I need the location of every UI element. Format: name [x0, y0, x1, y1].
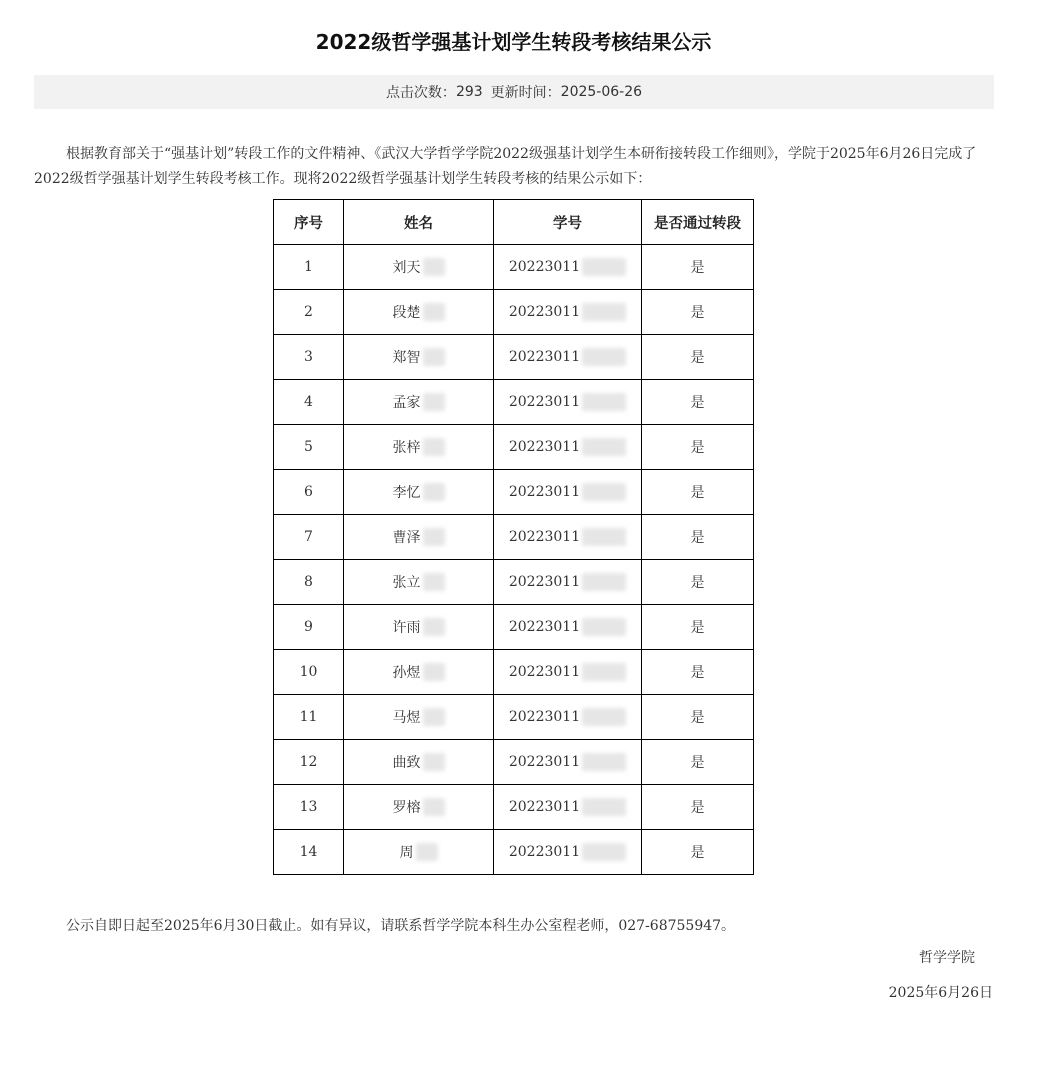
row-student-id-cell	[494, 470, 642, 515]
row-serial: 11	[274, 695, 344, 740]
results-table	[273, 199, 754, 875]
redacted-id-mask	[582, 528, 626, 546]
row-serial: 5	[274, 425, 344, 470]
row-passed: 是	[642, 335, 754, 380]
row-name: 罗榕	[392, 800, 421, 816]
row-student-id: 20223011	[508, 709, 581, 725]
redacted-id-mask	[582, 753, 626, 771]
redacted-name-mask	[423, 393, 445, 411]
table-row	[274, 605, 754, 650]
redacted-name-mask	[423, 258, 445, 276]
table-row	[274, 830, 754, 875]
redacted-name-mask	[416, 843, 438, 861]
row-name: 张梓	[392, 440, 421, 456]
row-student-id: 20223011	[508, 439, 581, 455]
redacted-name-mask	[423, 798, 445, 816]
row-passed: 是	[642, 380, 754, 425]
redacted-id-mask	[582, 708, 626, 726]
table-row	[274, 425, 754, 470]
row-student-id-cell	[494, 830, 642, 875]
row-serial: 14	[274, 830, 344, 875]
header-name: 姓名	[344, 200, 494, 245]
row-name-cell	[344, 695, 494, 740]
row-student-id: 20223011	[508, 754, 581, 770]
row-passed: 是	[642, 560, 754, 605]
redacted-id-mask	[582, 303, 626, 321]
row-serial: 9	[274, 605, 344, 650]
row-serial: 2	[274, 290, 344, 335]
row-name: 段楚	[392, 305, 421, 321]
row-student-id-cell	[494, 515, 642, 560]
row-name-cell	[344, 650, 494, 695]
row-passed: 是	[642, 425, 754, 470]
clicks-count: 293	[455, 84, 483, 100]
row-serial: 1	[274, 245, 344, 290]
header-student-id: 学号	[494, 200, 642, 245]
table-row	[274, 245, 754, 290]
redacted-id-mask	[582, 393, 626, 411]
redacted-name-mask	[423, 708, 445, 726]
row-serial: 4	[274, 380, 344, 425]
row-passed: 是	[642, 650, 754, 695]
redacted-id-mask	[582, 573, 626, 591]
row-name: 曹泽	[392, 530, 421, 546]
row-serial: 3	[274, 335, 344, 380]
table-header-row	[274, 200, 754, 245]
redacted-id-mask	[582, 438, 626, 456]
redacted-name-mask	[423, 303, 445, 321]
row-student-id-cell	[494, 740, 642, 785]
row-student-id-cell	[494, 425, 642, 470]
redacted-name-mask	[423, 438, 445, 456]
row-student-id: 20223011	[508, 304, 581, 320]
row-student-id: 20223011	[508, 619, 581, 635]
row-passed: 是	[642, 290, 754, 335]
row-serial: 6	[274, 470, 344, 515]
row-passed: 是	[642, 470, 754, 515]
row-name: 郑智	[392, 350, 421, 366]
table-row	[274, 470, 754, 515]
results-table-body	[274, 245, 754, 875]
row-student-id: 20223011	[508, 664, 581, 680]
row-student-id: 20223011	[508, 394, 581, 410]
redacted-name-mask	[423, 663, 445, 681]
page-title: 2022级哲学强基计划学生转段考核结果公示	[315, 30, 712, 54]
table-row	[274, 560, 754, 605]
row-student-id: 20223011	[508, 799, 581, 815]
redacted-id-mask	[582, 348, 626, 366]
redacted-name-mask	[423, 348, 445, 366]
table-row	[274, 740, 754, 785]
row-name: 李忆	[392, 485, 421, 501]
redacted-id-mask	[582, 258, 626, 276]
row-name-cell	[344, 605, 494, 650]
redacted-name-mask	[423, 483, 445, 501]
row-name-cell	[344, 560, 494, 605]
row-student-id-cell	[494, 290, 642, 335]
row-passed: 是	[642, 740, 754, 785]
signature-date: 2025年6月26日	[888, 985, 993, 1001]
row-name: 马煜	[392, 710, 421, 726]
row-name-cell	[344, 290, 494, 335]
row-student-id: 20223011	[508, 574, 581, 590]
redacted-id-mask	[582, 663, 626, 681]
row-serial: 8	[274, 560, 344, 605]
table-row	[274, 515, 754, 560]
redacted-name-mask	[423, 753, 445, 771]
updated-date: 2025-06-26	[560, 84, 643, 100]
row-name: 张立	[392, 575, 421, 591]
meta-info-bar	[34, 75, 994, 109]
row-passed: 是	[642, 830, 754, 875]
row-student-id-cell	[494, 380, 642, 425]
row-student-id: 20223011	[508, 349, 581, 365]
table-row	[274, 650, 754, 695]
row-student-id: 20223011	[508, 529, 581, 545]
row-passed: 是	[642, 695, 754, 740]
table-row	[274, 335, 754, 380]
closing-paragraph: 公示自即日起至2025年6月30日截止。如有异议，请联系哲学学院本科生办公室程老师，027-68755947。	[66, 918, 736, 934]
row-name: 孙煜	[392, 665, 421, 681]
updated-label: 更新时间：	[490, 85, 561, 101]
header-passed: 是否通过转段	[642, 200, 754, 245]
row-name: 曲致	[392, 755, 421, 771]
redacted-name-mask	[423, 528, 445, 546]
redacted-name-mask	[423, 618, 445, 636]
row-name-cell	[344, 515, 494, 560]
row-name-cell	[344, 785, 494, 830]
row-student-id-cell	[494, 335, 642, 380]
row-serial: 10	[274, 650, 344, 695]
redacted-id-mask	[582, 618, 626, 636]
row-name-cell	[344, 740, 494, 785]
header-serial: 序号	[274, 200, 344, 245]
intro-paragraph: 根据教育部关于“强基计划”转段工作的文件精神、《武汉大学哲学学院2022级强基计划学生本研衔接转段工作细则》，学院于2025年6月26日完成了2022级哲学强基计划学生转段考核工作。现将2022级哲学强基计划学生转段考核的结果公示如下：	[34, 146, 977, 187]
row-student-id-cell	[494, 785, 642, 830]
row-name-cell	[344, 335, 494, 380]
row-name-cell	[344, 830, 494, 875]
redacted-id-mask	[582, 483, 626, 501]
row-student-id-cell	[494, 245, 642, 290]
redacted-id-mask	[582, 843, 626, 861]
table-row	[274, 785, 754, 830]
row-name-cell	[344, 380, 494, 425]
table-row	[274, 290, 754, 335]
row-name: 孟家	[392, 395, 421, 411]
row-name-cell	[344, 245, 494, 290]
row-student-id-cell	[494, 605, 642, 650]
row-serial: 13	[274, 785, 344, 830]
row-name-cell	[344, 470, 494, 515]
row-passed: 是	[642, 785, 754, 830]
row-name: 许雨	[392, 620, 421, 636]
row-student-id-cell	[494, 560, 642, 605]
row-student-id: 20223011	[508, 484, 581, 500]
row-passed: 是	[642, 605, 754, 650]
redacted-name-mask	[423, 573, 445, 591]
row-name: 周	[399, 845, 414, 861]
row-name: 刘天	[392, 260, 421, 276]
row-student-id-cell	[494, 650, 642, 695]
row-name-cell	[344, 425, 494, 470]
table-row	[274, 695, 754, 740]
clicks-label: 点击次数：	[385, 85, 456, 101]
row-passed: 是	[642, 515, 754, 560]
row-student-id: 20223011	[508, 844, 581, 860]
row-serial: 12	[274, 740, 344, 785]
signature-org: 哲学学院	[919, 950, 975, 966]
redacted-id-mask	[582, 798, 626, 816]
table-row	[274, 380, 754, 425]
row-student-id-cell	[494, 695, 642, 740]
row-student-id: 20223011	[508, 259, 581, 275]
row-serial: 7	[274, 515, 344, 560]
row-passed: 是	[642, 245, 754, 290]
